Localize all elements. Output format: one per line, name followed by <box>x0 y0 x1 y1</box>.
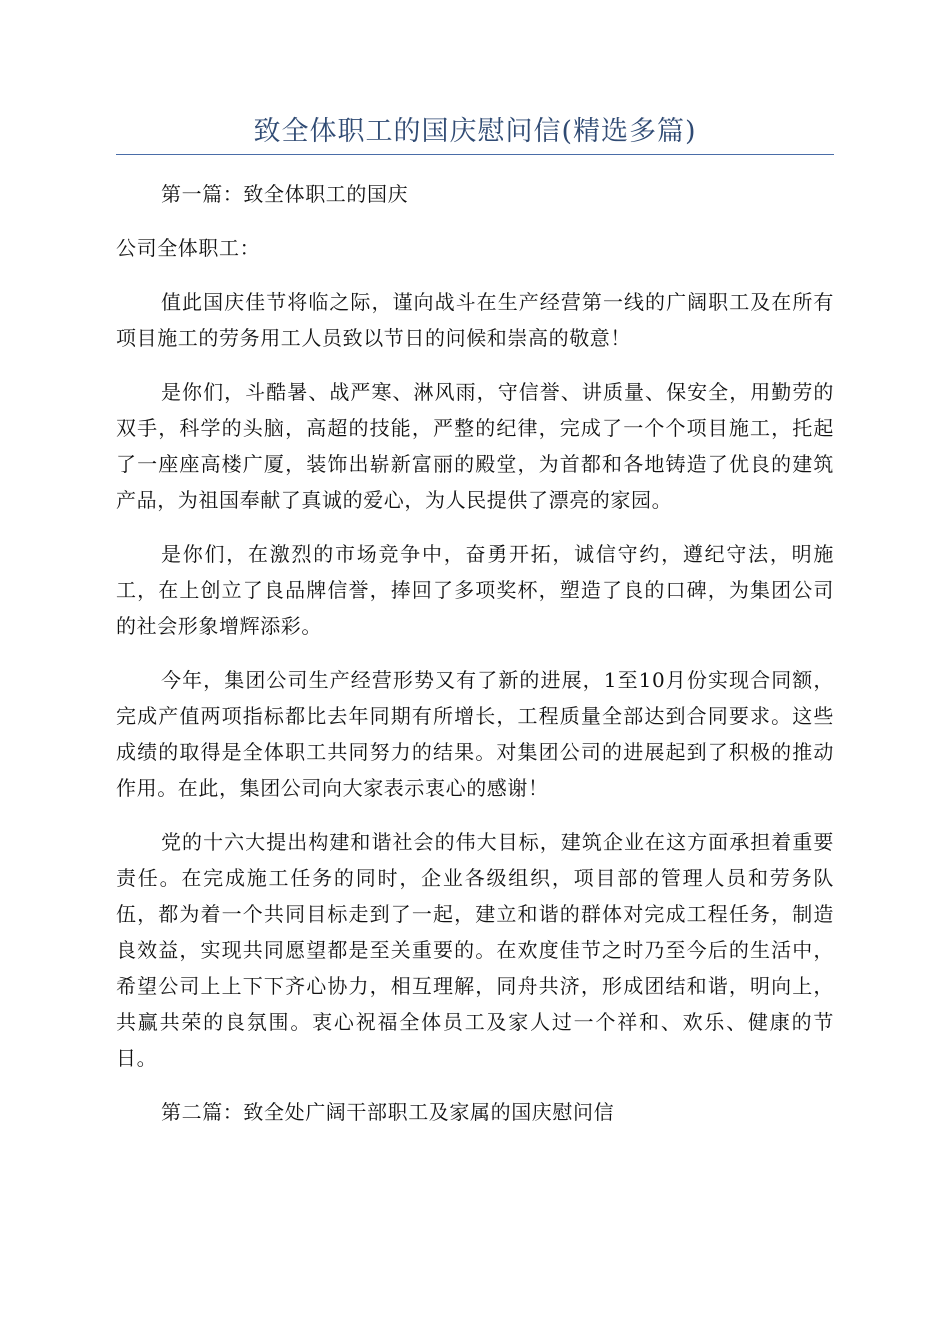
paragraph: 是你们，在激烈的市场竞争中，奋勇开拓，诚信守约，遵纪守法，明施工，在上创立了良品牌信誉，捧回了多项奖杯，塑造了良的口碑，为集团公司的社会形象增辉添彩。 <box>116 542 834 638</box>
paragraph: 今年，集团公司生产经营形势又有了新的进展，1至10月份实现合同额，完成产值两项指标都比去年同期有所增长，工程质量全部达到合同要求。这些成绩的取得是全体职工共同努力的结果。对集团公司的进展起到了积极的推动作用。在此，集团公司向大家表示衷心的感谢！ <box>116 668 834 800</box>
paragraph: 是你们，斗酷暑、战严寒、淋风雨，守信誉、讲质量、保安全，用勤劳的双手，科学的头脑，高超的技能，严整的纪律，完成了一个个项目施工，托起了一座座高楼广厦，装饰出崭新富丽的殿堂，为首都和各地铸造了优良的建筑产品，为祖国奉献了真诚的爱心，为人民提供了漂亮的家园。 <box>116 380 834 512</box>
salutation: 公司全体职工： <box>116 236 261 260</box>
paragraph: 值此国庆佳节将临之际，谨向战斗在生产经营第一线的广阔职工及在所有项目施工的劳务用工人员致以节日的问候和崇高的敬意！ <box>116 290 834 350</box>
title-underline <box>116 154 834 155</box>
section-heading-2: 第二篇：致全处广阔干部职工及家属的国庆慰问信 <box>161 1100 615 1124</box>
document-title: 致全体职工的国庆慰问信(精选多篇) <box>253 116 697 147</box>
paragraph: 党的十六大提出构建和谐社会的伟大目标，建筑企业在这方面承担着重要责任。在完成施工任务的同时，企业各级组织，项目部的管理人员和劳务队伍，都为着一个共同目标走到了一起，建立和谐的群体对完成工程任务，制造良效益，实现共同愿望都是至关重要的。在欢度佳节之时乃至今后的生活中，希望公司上上下下齐心协力，相互理解，同舟共济，形成团结和谐，明向上，共赢共荣的良氛围。衷心祝福全体员工及家人过一个祥和、欢乐、健康的节日。 <box>116 830 834 1070</box>
section-heading-1: 第一篇：致全体职工的国庆 <box>161 182 409 206</box>
document-body <box>116 176 834 1130</box>
